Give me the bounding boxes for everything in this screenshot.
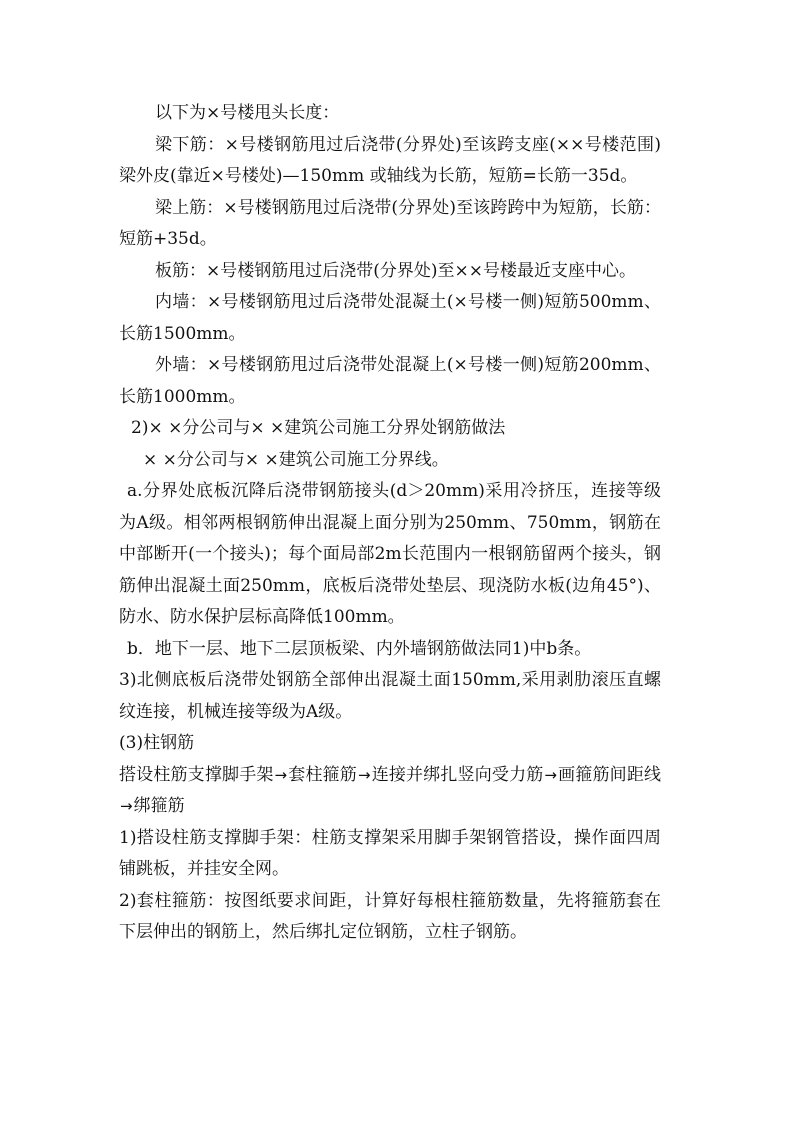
process-flow bbox=[119, 760, 661, 823]
heading-boundary-method: 2)× ×分公司与× ×建筑公司施工分界处钢筋做法 bbox=[131, 418, 506, 438]
paragraph-item-a: a.分界处底板沉降后浇带钢筋接头(d＞20mm)采用冷挤压，连接等级为A级。相邻两根钢筋伸出混凝上面分别为250mm、750mm，钢筋在中部断开(一个接头)；每个面局部2m长范围内一根钢筋留两个接头，钢筋伸出混凝土面250mm，底板后浇带处垫层、现浇防水板(边角45°)、防水、防水保护层标高降低100mm。 bbox=[119, 481, 661, 627]
flow-step-5: 绑箍筋 bbox=[133, 796, 185, 816]
paragraph-intro: 以下为×号楼甩头长度： bbox=[155, 103, 340, 123]
paragraph-beam-bottom-bars: 梁下筋：×号楼钢筋甩过后浇带(分界处)至该跨支座(××号楼范围)梁外皮(靠近×号楼处)—150mm 或轴线为长筋，短筋=长筋一35d。 bbox=[119, 134, 661, 186]
paragraph-slab-bars: 板筋：×号楼钢筋甩过后浇带(分界处)至××号楼最近支座中心。 bbox=[155, 260, 636, 281]
flow-step-2: 套柱箍筋 bbox=[288, 764, 357, 785]
paragraph-item-b: b．地下一层、地下二层顶板梁、内外墙钢筋做法同1)中b条。 bbox=[127, 638, 592, 659]
flow-arrow-icon: → bbox=[274, 765, 288, 784]
document-body bbox=[119, 98, 661, 949]
paragraph-north-side: 3)北侧底板后浇带处钢筋全部伸出混凝土面150mm,采用剥肋滚压直螺纹连接，机械连接等级为A级。 bbox=[119, 670, 661, 722]
paragraph-boundary-line: × ×分公司与× ×建筑公司施工分界线。 bbox=[143, 449, 449, 470]
paragraph-beam-top-bars: 梁上筋：×号楼钢筋甩过后浇带(分界处)至该跨跨中为短筋，长筋：短筋+35d。 bbox=[119, 197, 661, 249]
flow-step-4: 画箍筋间距线 bbox=[558, 764, 662, 785]
paragraph-scaffold: 1)搭设柱筋支撑脚手架：柱筋支撑架采用脚手架钢管搭设，操作面四周铺跳板，并挂安全网。 bbox=[119, 827, 661, 879]
paragraph-outer-wall: 外墙：×号楼钢筋甩过后浇带处混凝上(×号楼一侧)短筋200mm、长筋1000mm。 bbox=[119, 355, 661, 407]
flow-arrow-icon: → bbox=[544, 765, 557, 784]
flow-arrow-icon: → bbox=[120, 797, 133, 815]
paragraph-stirrups: 2)套柱箍筋：按图纸要求间距，计算好每根柱箍筋数量，先将箍筋套在下层伸出的钢筋上，然后绑扎定位钢筋，立柱子钢筋。 bbox=[119, 890, 661, 942]
heading-column-rebar: (3)柱钢筋 bbox=[119, 733, 195, 753]
flow-step-1: 搭设柱筋支撑脚手架 bbox=[119, 764, 274, 785]
flow-arrow-icon: → bbox=[357, 765, 371, 784]
paragraph-inner-wall: 内墙：×号楼钢筋甩过后浇带处混凝土(×号楼一侧)短筋500mm、长筋1500mm。 bbox=[119, 292, 661, 344]
flow-step-3: 连接并绑扎竖向受力筋 bbox=[371, 764, 544, 785]
